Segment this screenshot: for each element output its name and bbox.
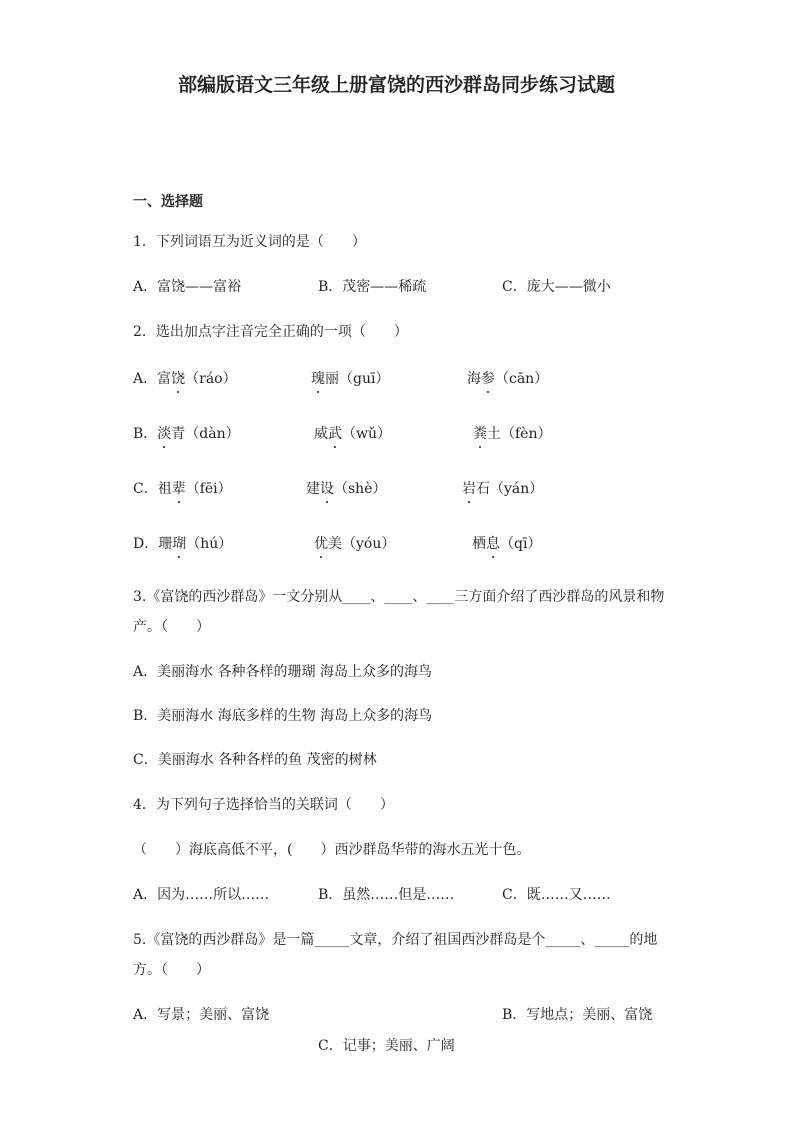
question-4-option-c[interactable]: C．既……又……: [502, 887, 611, 903]
option-word: 栖息（qī）: [472, 533, 541, 555]
question-5-option-b[interactable]: B．写地点；美丽、富饶: [502, 1007, 653, 1023]
question-3-option-b[interactable]: B．美丽海水 海底多样的生物 海岛上众多的海鸟: [133, 708, 433, 724]
option-word: 岩石（yán）: [462, 478, 543, 500]
option-word: 建设（shè）: [306, 478, 387, 500]
question-1-stem: 1．下列词语互为近义词的是（ ）: [133, 234, 366, 250]
question-3-option-c[interactable]: C．美丽海水 各种各样的鱼 茂密的树林: [133, 752, 377, 768]
option-word: D．珊瑚（hú）: [133, 533, 232, 555]
document-title: 部编版语文三年级上册富饶的西沙群岛同步练习试题: [177, 74, 615, 96]
option-word: C．祖辈（fēi）: [133, 478, 232, 500]
question-3-option-a[interactable]: A．美丽海水 各种各样的珊瑚 海岛上众多的海鸟: [133, 664, 433, 680]
question-4-sentence: （ ）海底高低不平，( ）西沙群岛华带的海水五光十色。: [133, 842, 531, 858]
option-word: B．淡青（dàn）: [133, 423, 240, 445]
option-word: 优美（yóu）: [314, 533, 395, 555]
question-5-stem: 5.《富饶的西沙群岛》是一篇_____文章，介绍了祖国西沙群岛是个_____、_____的地: [133, 932, 658, 948]
question-1-option-a[interactable]: A．富饶——富裕: [133, 279, 242, 295]
question-5-option-a[interactable]: A．写景；美丽、富饶: [133, 1007, 270, 1023]
option-word: 瑰丽（guī）: [311, 368, 389, 390]
question-2-stem: 2．选出加点字注音完全正确的一项（ ）: [133, 324, 408, 340]
section-heading: 一、选择题: [133, 194, 203, 210]
question-1-option-b[interactable]: B．茂密——稀疏: [318, 279, 427, 295]
question-3-stem: 3.《富饶的西沙群岛》一文分别从____、____、____三方面介绍了西沙群岛的风景和物: [133, 589, 665, 605]
question-4-stem: 4．为下列句子选择恰当的关联词（ ）: [133, 797, 394, 813]
option-word: 海参（cān）: [467, 368, 548, 390]
option-word: 威武（wǔ）: [314, 423, 391, 445]
option-word: 粪土（fèn）: [473, 423, 551, 445]
question-5-stem-cont: 方。（ ）: [133, 962, 210, 978]
option-word: A．富饶（ráo）: [133, 368, 237, 390]
question-4-option-a[interactable]: A．因为……所以……: [133, 887, 270, 903]
question-4-option-b[interactable]: B．虽然……但是……: [318, 887, 455, 903]
question-5-option-c[interactable]: C．记事；美丽、广阔: [318, 1038, 455, 1054]
question-3-stem-cont: 产。（ ）: [133, 619, 210, 635]
question-1-option-c[interactable]: C．庞大——微小: [502, 279, 611, 295]
